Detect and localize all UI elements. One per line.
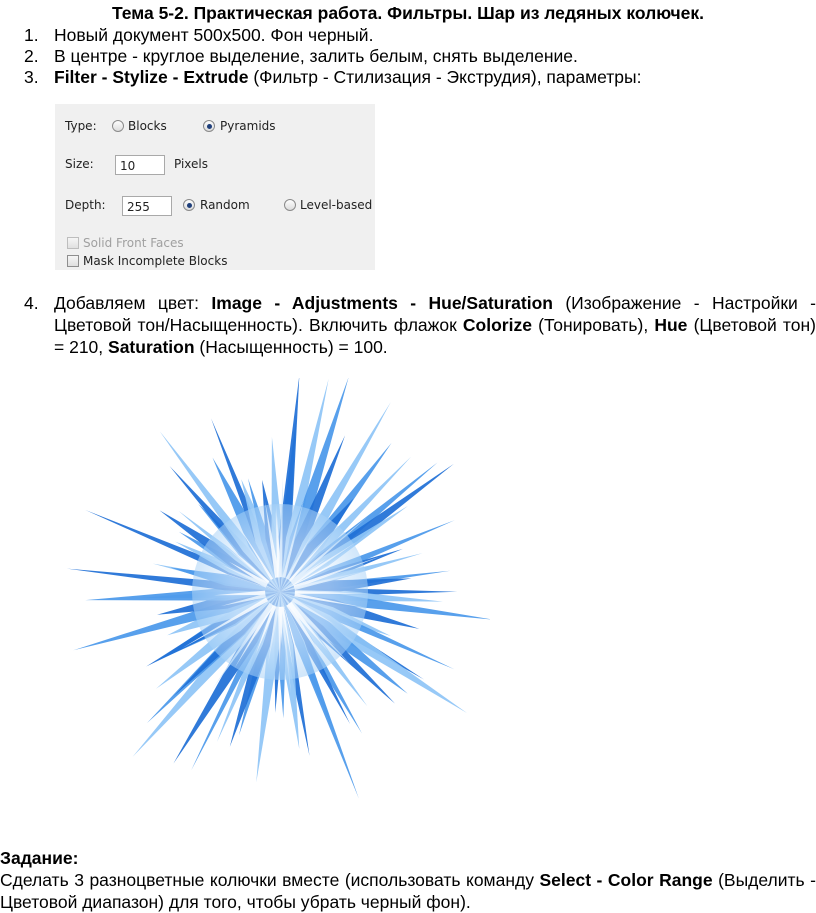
size-unit: Pixels [174,157,209,171]
step-text: (Фильтр - Стилизация - Экструдия), параметры: [248,67,642,87]
step-text: В центре - круглое выделение, залить белым, снять выделение. [54,46,578,66]
step-1 [24,24,373,46]
command-name: Select - Color Range [539,870,713,890]
step-4 [24,292,816,358]
level-based-label: Level-based [300,198,373,212]
text-run: (Изображение - Настройки - Цветовой тон/Насыщенность). Включить флажок [54,293,816,335]
mask-incomplete-blocks-label: Mask Incomplete Blocks [83,254,228,268]
page-title: Тема 5-2. Практическая работа. Фильтры. Шар из ледяных колючек. [111,3,705,23]
text-run: Сделать 3 разноцветные колючки вместе (использовать команду [0,870,540,890]
text-run: (Выделить - Цветовой диапазон) для того, чтобы убрать черный фон). [0,870,816,912]
random-label: Random [200,198,250,212]
step-3 [24,66,641,88]
task-heading: Задание: [0,848,79,868]
command-name: Image - Adjustments - Hue/Saturation [211,293,553,313]
blocks-radio[interactable] [112,120,124,132]
blocks-label: Blocks [128,119,167,133]
solid-front-faces-checkbox[interactable] [67,237,79,249]
core-glow [192,504,368,680]
task-text [0,869,816,913]
step-number: 3. [24,67,39,87]
level-based-radio[interactable] [284,199,296,211]
text-run: (Тонировать), [531,315,655,335]
size-label: Size: [65,157,94,171]
step-number: 4. [24,293,39,313]
text-run: (Насыщенность) = 100. [194,337,388,357]
mask-incomplete-blocks-checkbox[interactable] [67,255,79,267]
step-2 [24,45,578,67]
step-number: 2. [24,46,39,66]
ice-spike-ball-illustration [60,378,490,828]
step-text: Новый документ 500x500. Фон черный. [54,25,374,45]
step-number: 1. [24,25,39,45]
random-radio[interactable] [183,199,195,211]
parameter-name: Hue [654,315,688,335]
depth-label: Depth: [65,198,106,212]
option-name: Colorize [462,315,532,335]
extrude-dialog [55,104,375,270]
step-command: Filter - Stylize - Extrude [54,67,249,87]
step-4-text [54,292,816,358]
pyramids-label: Pyramids [220,119,276,133]
depth-input[interactable]: 255 [122,196,172,216]
type-label: Type: [65,119,97,133]
text-run: (Цветовой тон) = 210, [54,315,816,357]
size-input[interactable]: 10 [115,155,165,175]
pyramids-radio[interactable] [203,120,215,132]
solid-front-faces-label: Solid Front Faces [83,236,184,250]
parameter-name: Saturation [108,337,195,357]
text-run: Добавляем цвет: [54,293,212,313]
ice-spike-ball-image [60,378,490,828]
